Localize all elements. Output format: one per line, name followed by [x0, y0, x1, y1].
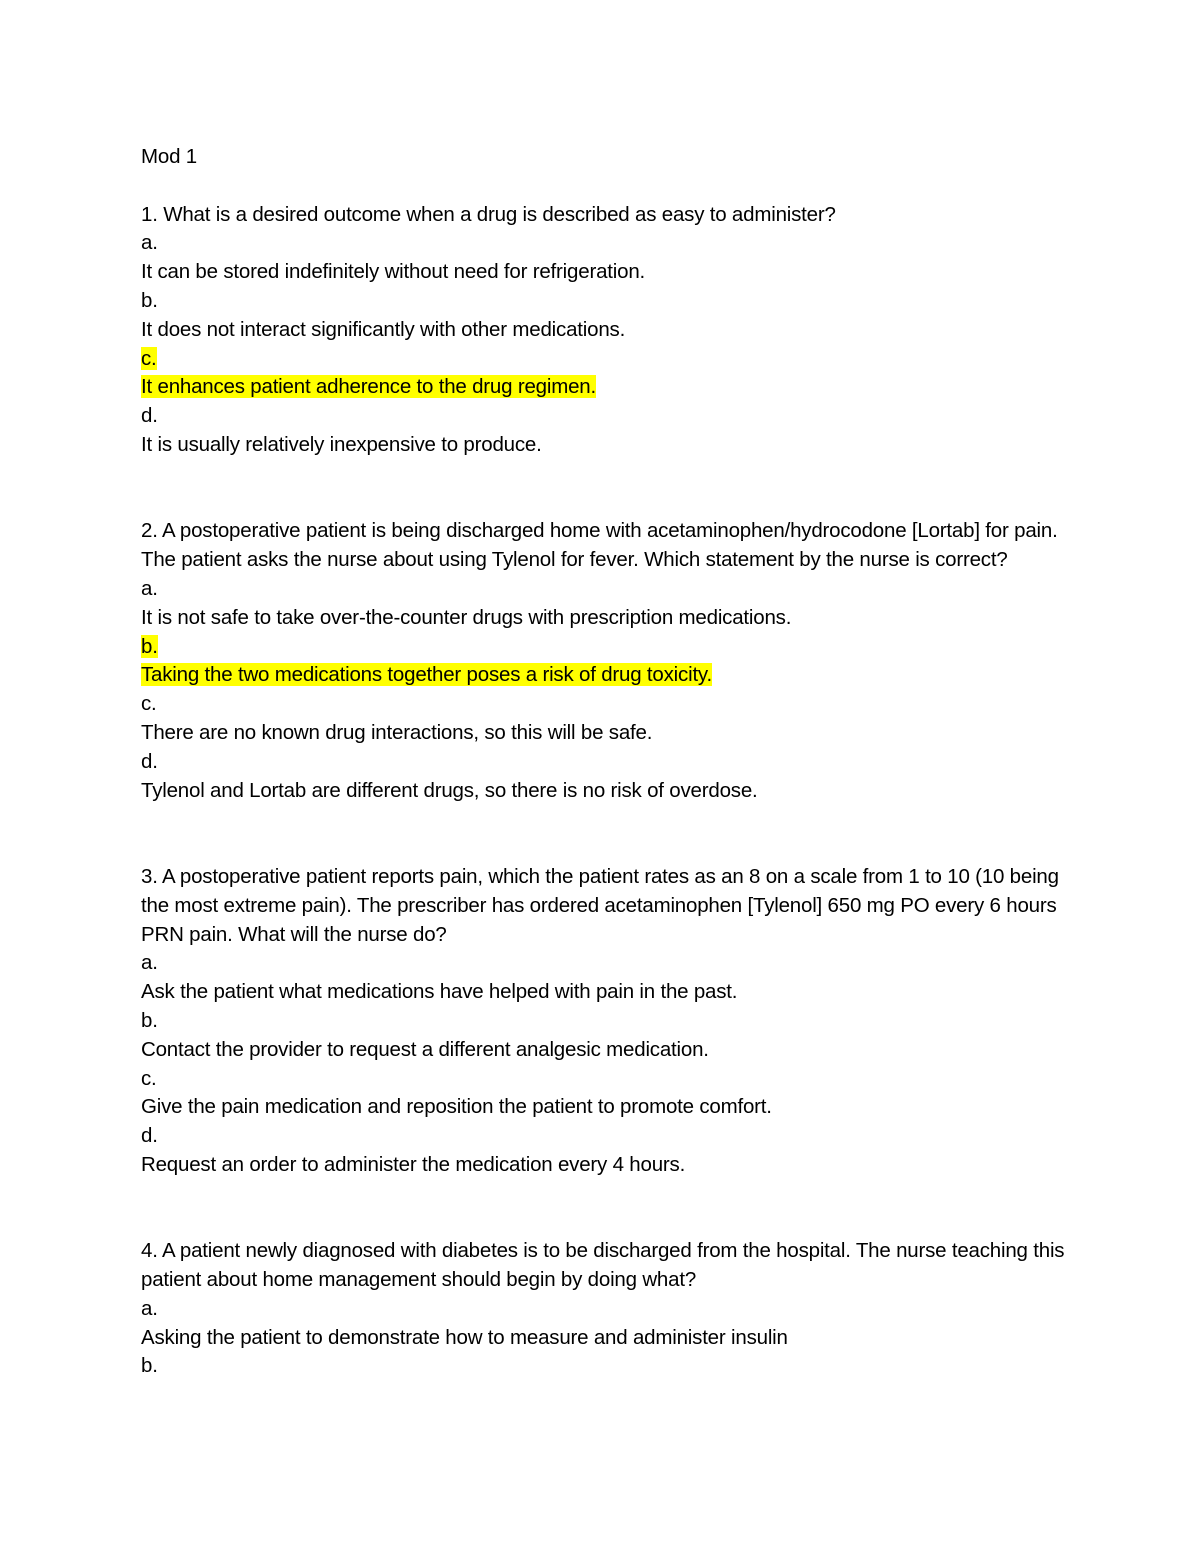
option-letter-d: d. — [141, 749, 158, 773]
option-text-d: Request an order to administer the medication every 4 hours. — [141, 1152, 686, 1176]
option-letter-a: a. — [141, 951, 158, 975]
option-letter-c: c. — [141, 1066, 157, 1090]
option-text-b-highlighted — [141, 661, 1071, 690]
option-letter-c-highlighted — [141, 345, 1071, 374]
option-text-a: It is not safe to take over-the-counter drugs with prescription medications. — [141, 605, 792, 629]
question-text: 2. A postoperative patient is being discharged home with acetaminophen/hydrocodone [Lortab] for pain. The patient asks the nurse about using Tylenol for fever. Which statement by the nurse is correct? — [141, 519, 1058, 572]
option-letter-c: c. — [141, 692, 157, 716]
highlight-mark: c. — [141, 346, 157, 370]
option-letter-d: d. — [141, 404, 158, 428]
option-letter-a: a. — [141, 576, 158, 600]
option-letter-b: b. — [141, 1008, 158, 1032]
option-letter-b: b. — [141, 288, 158, 312]
option-text-c: There are no known drug interactions, so this will be safe. — [141, 720, 653, 744]
question-2 — [141, 517, 1071, 805]
option-text-c: Give the pain medication and reposition the patient to promote comfort. — [141, 1095, 772, 1119]
question-text: 4. A patient newly diagnosed with diabetes is to be discharged from the hospital. The nurse teaching this patient about home management should begin by doing what? — [141, 1239, 1065, 1292]
question-4 — [141, 1237, 1071, 1381]
option-text-a: It can be stored indefinitely without need for refrigeration. — [141, 260, 646, 284]
question-1 — [141, 201, 1071, 460]
document-title: Mod 1 — [141, 145, 197, 168]
question-text: 3. A postoperative patient reports pain, which the patient rates as an 8 on a scale from 1 to 10 (10 being the most extreme pain). The prescriber has ordered acetaminophen [Tylenol] 650 mg PO every 6 hours PRN pain. What will the nurse do? — [141, 864, 1059, 946]
option-text-a: Asking the patient to demonstrate how to measure and administer insulin — [141, 1325, 788, 1349]
option-letter-b: b. — [141, 1354, 158, 1378]
option-text-d: Tylenol and Lortab are different drugs, so there is no risk of overdose. — [141, 778, 758, 802]
option-letter-a: a. — [141, 231, 158, 255]
highlight-mark: It enhances patient adherence to the drug regimen. — [141, 375, 596, 399]
option-letter-b-highlighted — [141, 633, 1071, 662]
option-text-d: It is usually relatively inexpensive to produce. — [141, 432, 542, 456]
option-letter-a: a. — [141, 1296, 158, 1320]
question-3 — [141, 863, 1071, 1180]
option-text-b: Contact the provider to request a different analgesic medication. — [141, 1037, 709, 1061]
question-text: 1. What is a desired outcome when a drug is described as easy to administer? — [141, 202, 836, 226]
option-letter-d: d. — [141, 1124, 158, 1148]
option-text-b: It does not interact significantly with other medications. — [141, 317, 626, 341]
option-text-c-highlighted — [141, 373, 1071, 402]
highlight-mark: b. — [141, 634, 158, 658]
highlight-mark: Taking the two medications together poses a risk of drug toxicity. — [141, 663, 712, 687]
document-content — [141, 143, 1071, 1381]
option-text-a: Ask the patient what medications have helped with pain in the past. — [141, 980, 738, 1004]
